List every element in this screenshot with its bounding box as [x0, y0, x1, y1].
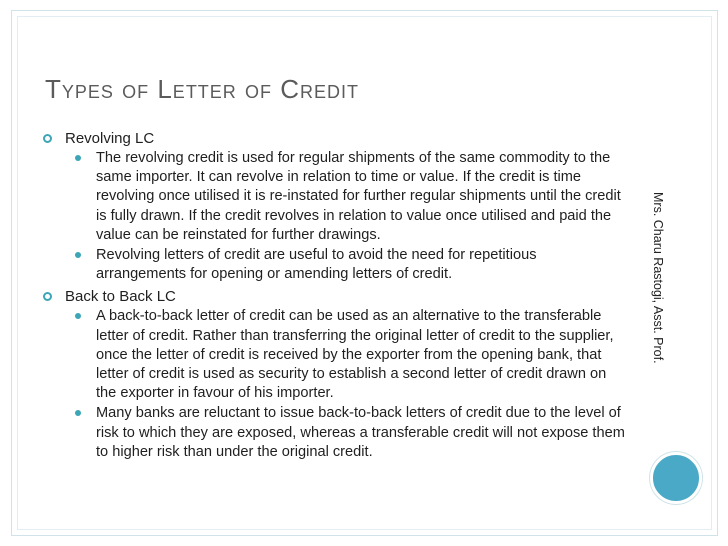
slide-title: Types of Letter of Credit	[45, 74, 360, 104]
sub-bullet-text: Many banks are reluctant to issue back-to-back letters of credit due to the level of risk to which they are exposed, whereas a transferable credit will not expose them to higher risk than under the original credit.	[96, 405, 625, 460]
bullet-label: Back to Back LC	[65, 288, 176, 306]
dot-bullet-icon	[75, 252, 81, 258]
dot-bullet-icon	[75, 313, 81, 319]
sub-bullet	[43, 246, 628, 284]
decorative-circle	[650, 452, 702, 504]
bullet-back-to-back-lc	[43, 287, 628, 306]
sub-bullet	[43, 404, 628, 462]
slide-content	[43, 126, 628, 462]
bullet-revolving-lc	[43, 129, 628, 148]
bullet-label: Revolving LC	[65, 130, 155, 147]
dot-bullet-icon	[75, 155, 81, 161]
sub-bullet-text: The revolving credit is used for regular shipments of the same commodity to the same importer. It can revolve in relation to time or value. If the credit is time revolving once utilised it is re-instated for further regular shipments until the credit is fully drawn. If the credit revolves in relation to value once utilised and paid the value can be reinstated for further drawings.	[96, 150, 621, 243]
sub-bullet	[43, 307, 628, 403]
sub-bullet-text: A back-to-back letter of credit can be used as an alternative to the transferable letter of credit. Rather than transferring the original letter of credit to the supplier, once the letter of credit is received by the exporter from the opening bank, that letter of credit is used as security to establish a second letter of credit drawn on the exporter in favour of his importer.	[96, 308, 614, 402]
dot-bullet-icon	[75, 410, 81, 416]
sub-bullet-text: Revolving letters of credit are useful to avoid the need for repetitious arrangements for opening or amending letters of credit.	[96, 247, 537, 283]
sub-bullet	[43, 149, 628, 245]
ring-bullet-icon	[43, 292, 52, 301]
author-credit: Mrs. Charu Rastogi, Asst. Prof.	[651, 192, 665, 364]
ring-bullet-icon	[43, 134, 52, 143]
